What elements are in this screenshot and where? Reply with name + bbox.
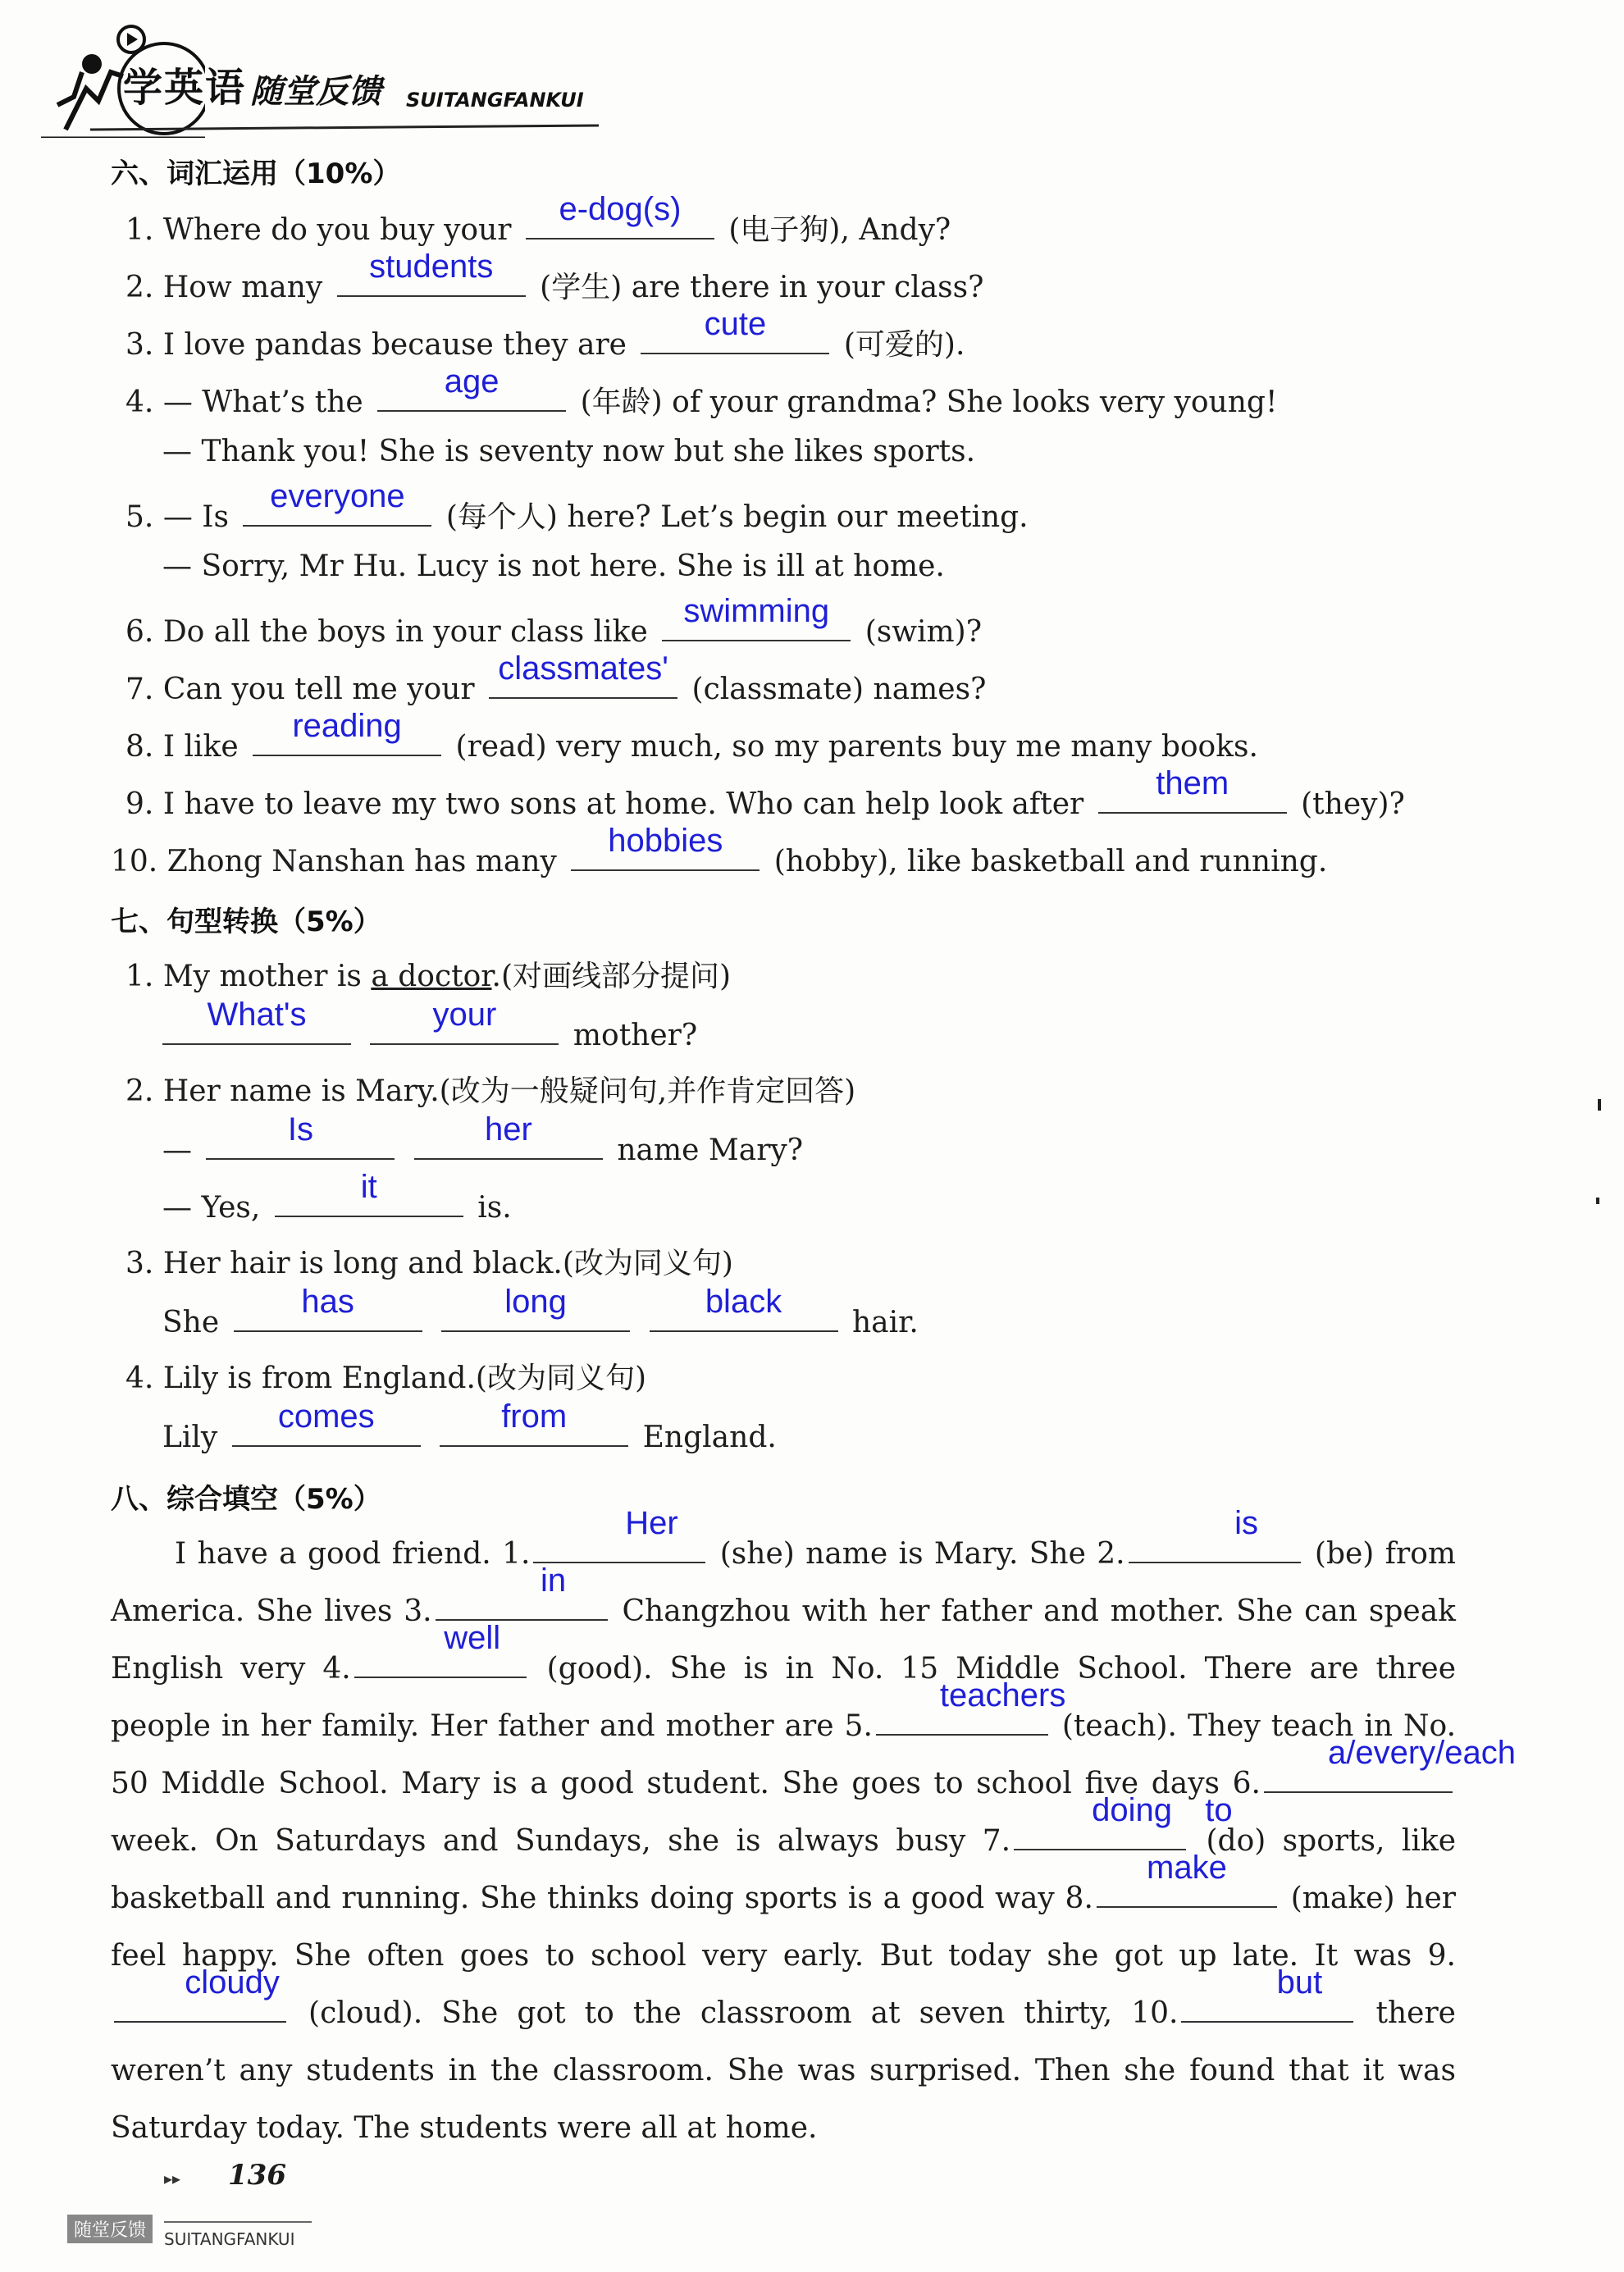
cloze-blank-3[interactable]: in (436, 1588, 608, 1621)
s6-item-6: 6. Do all the boys in your class like swimming (swim)? (125, 593, 983, 649)
cloze-blank-9[interactable]: cloudy (114, 1990, 286, 2023)
s7-q4-answer: Lily comes from England. (162, 1398, 777, 1454)
page-header (41, 23, 615, 138)
s6-blank-5[interactable]: everyone (243, 492, 431, 527)
s7-q2-blank-2[interactable]: her (414, 1125, 603, 1160)
underlined-phrase: a doctor (371, 960, 492, 993)
s6-blank-2[interactable]: students (337, 262, 526, 297)
s6-item-10: 10. Zhong Nanshan has many hobbies (hobby), like basketball and running. (111, 823, 1328, 878)
s7-q2-blank-3[interactable]: it (275, 1183, 463, 1217)
s7-q3: 3. Her hair is long and black.(改为同义句) (125, 1247, 733, 1280)
header-subtitle-latin: SUITANGFANKUI (406, 89, 584, 112)
cloze-blank-6[interactable]: a/every/each (1264, 1760, 1453, 1793)
section-6-heading: 六、词汇运用（10%） (111, 157, 401, 190)
cloze-blank-5[interactable]: teachers (876, 1703, 1048, 1736)
s6-item-9: 9. I have to leave my two sons at home. Who can help look after them (they)? (125, 765, 1405, 821)
s7-q1-blank-2[interactable]: your (370, 1011, 559, 1045)
s7-q2-blank-1[interactable]: Is (206, 1125, 395, 1160)
s6-blank-3[interactable]: cute (641, 320, 829, 354)
s6-item-5-reply: — Sorry, Mr Hu. Lucy is not here. She is ill at home. (162, 550, 945, 583)
s6-blank-9[interactable]: them (1098, 779, 1287, 814)
s7-q3-blank-1[interactable]: has (234, 1298, 422, 1332)
footer-divider (164, 2221, 312, 2223)
page-number: 136 (228, 2159, 286, 2192)
s6-item-8: 8. I like reading (read) very much, so my parents buy me many books. (125, 708, 1258, 764)
s7-q1: 1. My mother is a doctor.(对画线部分提问) (125, 960, 732, 993)
s6-item-4: 4. — What’s the age (年龄) of your grandma? She looks very young! (125, 363, 1278, 419)
header-subtitle: 随堂反馈 (250, 73, 381, 111)
header-underline (41, 23, 615, 138)
s7-q2: 2. Her name is Mary.(改为一般疑问句,并作肯定回答) (125, 1074, 856, 1108)
s6-item-1: 1. Where do you buy your e-dog(s) (电子狗), Andy? (125, 191, 951, 247)
s6-blank-4[interactable]: age (377, 377, 566, 412)
s6-item-5: 5. — Is everyone (每个人) here? Let’s begin our meeting. (125, 478, 1029, 534)
s6-blank-6[interactable]: swimming (662, 607, 851, 641)
cloze-passage: I have a good friend. 1. Her (she) name is Mary. She 2. is (be) from America. She lives 3. in Changzhou with her father and mother. She can speak English very 4. well (good). She is in No. 15 Middle School. There are three people in her family. Her father and mother are 5. teachers (teach). They teach in No. 50 Middle School. Mary is a good student. She goes to school five days 6. a/every/each week. On Saturdays and Sundays, she is always busy 7. doing (do) sports, like basketball and running. She thinks doing sports is a good way 8. to make (make) her feel happy. She often goes to school very early. But today she got up late. It was 9. cloudy (cloud). She got to the classroom at seven thirty, 10. but there weren’t any students in the classroom. She was surprised. Then she found that it was Saturday today. The students were all at home. (111, 1505, 1517, 2145)
scan-mark (1598, 1099, 1601, 1111)
s7-q1-blank-1[interactable]: What's (162, 1011, 351, 1045)
s6-item-3: 3. I love pandas because they are cute (可爱的). (125, 306, 965, 362)
s7-q4-blank-1[interactable]: comes (232, 1412, 421, 1447)
s7-q4-blank-2[interactable]: from (440, 1412, 628, 1447)
footer-label: 随堂反馈 (67, 2215, 153, 2243)
footer-arrows-icon: ▸▸ (164, 2169, 181, 2188)
scan-mark (1596, 1198, 1599, 1204)
s7-q2-answer-1: — Is her name Mary? (162, 1111, 804, 1167)
cloze-blank-2[interactable]: is (1129, 1531, 1301, 1563)
s7-q3-answer: She has long black hair. (162, 1284, 919, 1339)
cloze-blank-8[interactable]: to make (1097, 1875, 1277, 1908)
s6-item-7: 7. Can you tell me your classmates' (classmate) names? (125, 650, 987, 706)
section-7-heading: 七、句型转换（5%） (111, 906, 381, 938)
cloze-blank-1[interactable]: Her (533, 1531, 705, 1563)
s7-q2-answer-2: — Yes, it is. (162, 1169, 512, 1225)
s6-blank-7[interactable]: classmates' (489, 664, 677, 699)
section-8-heading: 八、综合填空（5%） (111, 1483, 381, 1516)
s6-item-2: 2. How many students (学生) are there in your class? (125, 249, 984, 304)
s6-blank-10[interactable]: hobbies (571, 837, 760, 871)
s7-q1-answer: What's your mother? (162, 1011, 697, 1052)
s7-q3-blank-2[interactable]: long (441, 1298, 630, 1332)
footer-latin-label: SUITANGFANKUI (164, 2229, 295, 2249)
s7-q4: 4. Lily is from England.(改为同义句) (125, 1362, 646, 1395)
header-title: 学英语 (123, 65, 247, 111)
cloze-blank-4[interactable]: well (354, 1645, 527, 1678)
cloze-blank-10[interactable]: but (1181, 1990, 1353, 2023)
s6-blank-8[interactable]: reading (253, 722, 441, 756)
s6-item-4-reply: — Thank you! She is seventy now but she likes sports. (162, 435, 976, 468)
s7-q3-blank-3[interactable]: black (650, 1298, 838, 1332)
s6-blank-1[interactable]: e-dog(s) (526, 205, 714, 240)
cloze-blank-7[interactable]: doing (1014, 1818, 1186, 1850)
